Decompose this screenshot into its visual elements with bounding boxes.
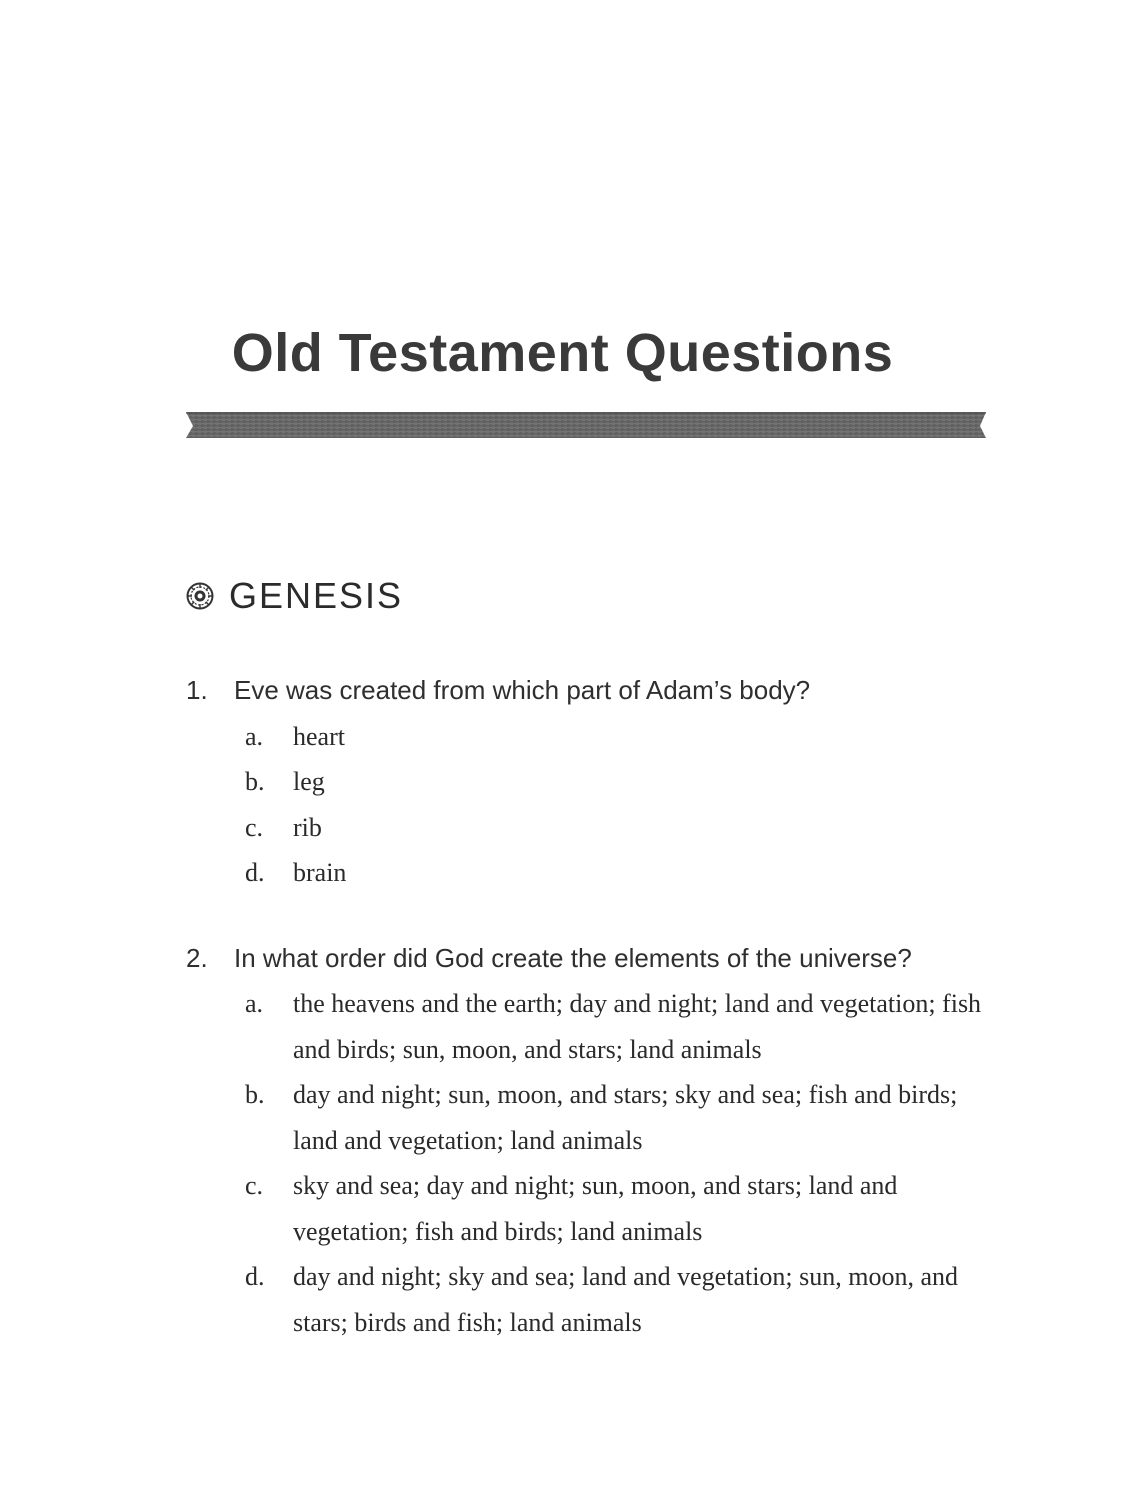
option-text: day and night; sun, moon, and stars; sky and sea; fish and birds; land and vegetation; land animals [293, 1080, 958, 1155]
ornament-medallion-icon [186, 582, 214, 610]
chapter-title: Old Testament Questions [231, 323, 894, 383]
section-title: GENESIS [229, 575, 404, 616]
option-letter: c. [245, 812, 264, 842]
answer-option [245, 850, 986, 896]
question-number: 1. [186, 675, 208, 705]
answer-option [245, 759, 986, 805]
question-item [186, 936, 986, 1346]
option-letter: b. [245, 1080, 265, 1109]
option-text: day and night; sky and sea; land and vegetation; sun, moon, and stars; birds and fish; land animals [293, 1262, 959, 1337]
option-text: rib [293, 812, 322, 842]
answer-options [186, 714, 986, 896]
title-banner-ribbon [186, 407, 986, 439]
option-letter: d. [245, 1262, 265, 1291]
option-text: sky and sea; day and night; sun, moon, and stars; land and vegetation; fish and birds; land animals [293, 1171, 898, 1246]
option-text: leg [293, 767, 325, 796]
option-letter: a. [245, 721, 264, 751]
option-text: the heavens and the earth; day and night; land and vegetation; fish and birds; sun, moon, and stars; land animals [293, 989, 982, 1064]
answer-option [245, 1254, 986, 1345]
question-text: In what order did God create the elements of the universe? [234, 942, 912, 973]
answer-option [245, 714, 986, 760]
answer-option [245, 805, 986, 851]
option-letter: b. [245, 767, 265, 796]
answer-option [245, 1072, 986, 1163]
option-letter: c. [245, 1171, 264, 1200]
answer-option [245, 1163, 986, 1254]
option-text: heart [293, 721, 345, 751]
option-letter: d. [245, 858, 265, 887]
question-text: Eve was created from which part of Adam’s body? [234, 675, 811, 705]
question-item [186, 668, 986, 896]
question-number: 2. [186, 942, 208, 973]
answer-options [186, 981, 986, 1345]
section-heading [186, 572, 403, 620]
question-list [186, 668, 986, 1385]
option-text: brain [293, 858, 347, 887]
answer-option [245, 981, 986, 1072]
option-letter: a. [245, 989, 264, 1018]
